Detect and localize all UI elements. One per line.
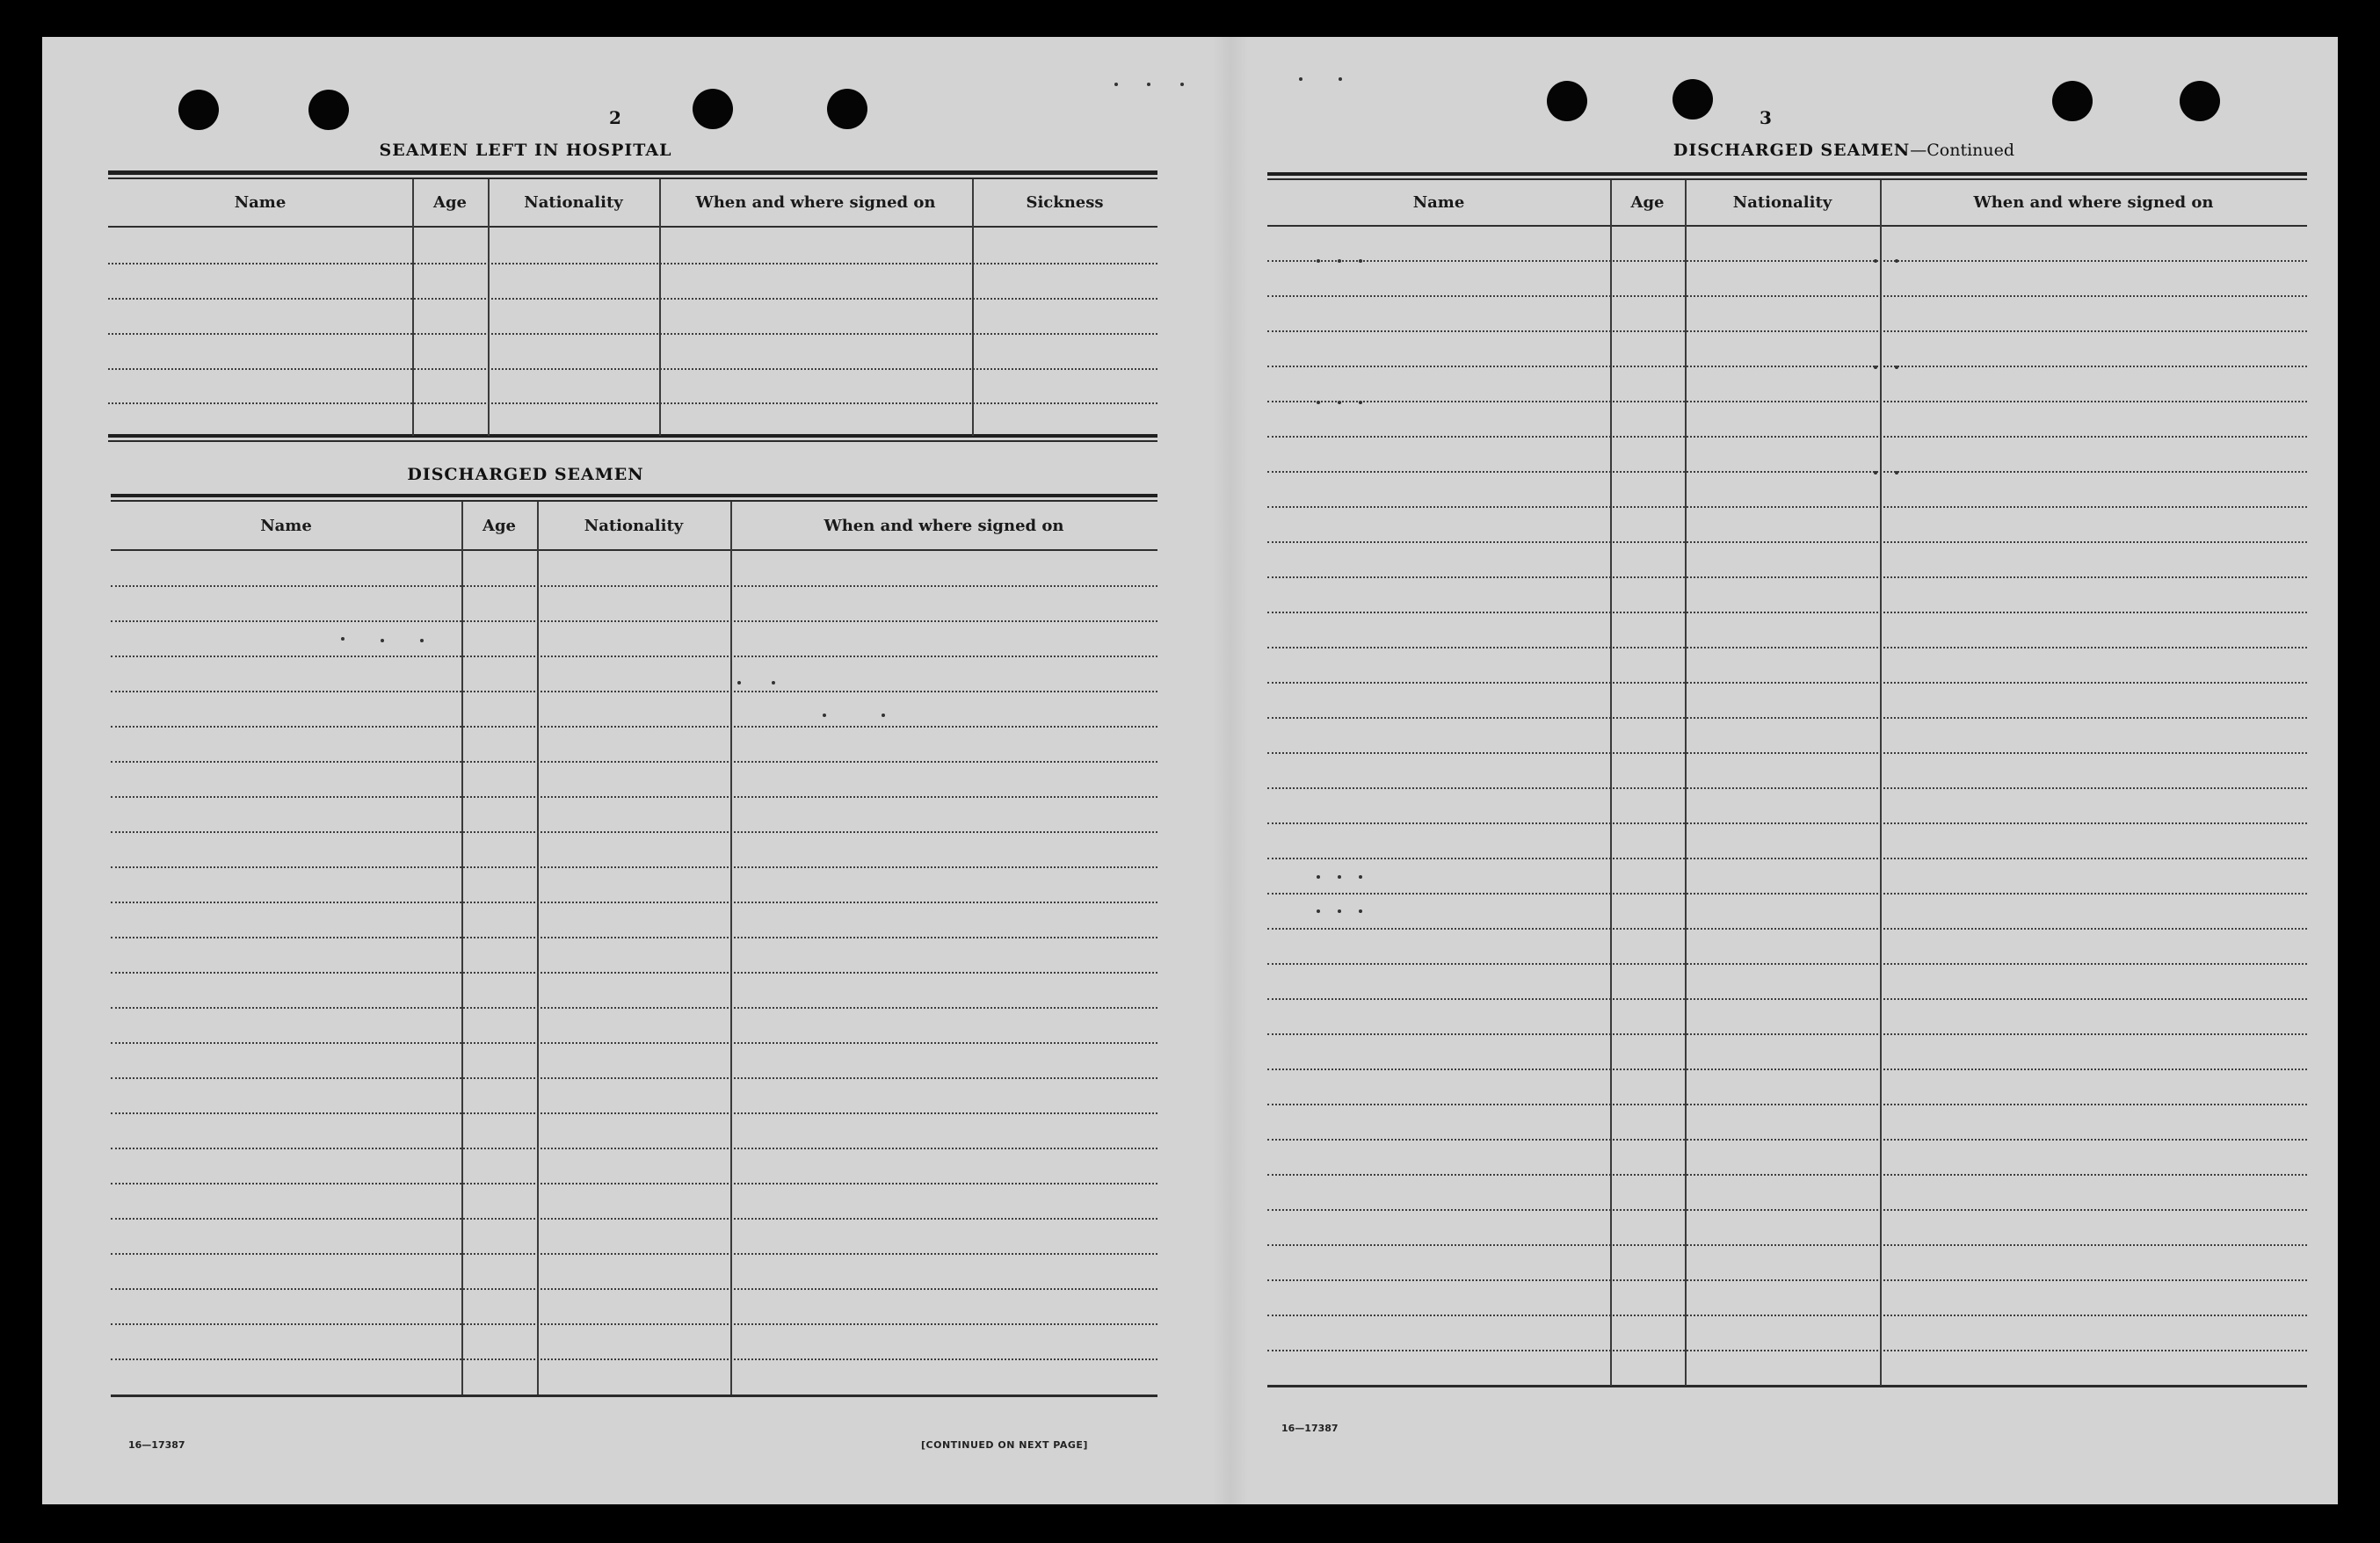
ink-speck [1338,909,1341,913]
col-header-name: Name [1412,193,1465,212]
col-header-when-where: When and where signed on [1973,193,2214,212]
ink-speck [1317,401,1320,404]
ink-speck [341,637,345,641]
punch-hole [2180,81,2220,121]
ink-speck [381,639,384,642]
col-header-name: Name [260,517,312,535]
col-header-when-where: When and where signed on [695,193,936,212]
ink-speck [772,681,775,685]
discharged-table-left [111,494,1157,1478]
ink-speck [1874,259,1877,263]
page-number-right: 3 [1760,107,1772,128]
form-code-left: 16—17387 [128,1439,185,1451]
ink-speck [1317,875,1320,879]
col-header-name: Name [234,193,287,212]
discharged-table-right [1267,172,2307,1464]
punch-hole [178,90,219,130]
ink-speck [1359,401,1362,404]
col-header-age: Age [482,517,516,535]
ink-speck [823,714,826,717]
punch-hole [1547,81,1587,121]
form-code-right: 16—17387 [1281,1423,1339,1434]
ink-speck [1895,259,1898,263]
continued-note: [CONTINUED ON NEXT PAGE] [921,1439,1088,1451]
ink-speck [1338,401,1341,404]
ink-speck [1359,909,1362,913]
ink-speck [1338,875,1341,879]
ink-speck [420,639,424,642]
ink-speck [1147,83,1150,86]
center-fold [1213,37,1248,1504]
hospital-table [108,170,1157,487]
ink-speck [1317,259,1320,263]
ink-speck [1180,83,1184,86]
hospital-section-title: SEAMEN LEFT IN HOSPITAL [379,141,672,160]
col-header-when-where: When and where signed on [824,517,1064,535]
ink-speck [1317,909,1320,913]
col-header-nationality: Nationality [524,193,623,212]
col-header-age: Age [1630,193,1665,212]
col-header-nationality: Nationality [1732,193,1832,212]
ink-speck [1874,471,1877,474]
ink-speck [737,681,741,685]
ink-speck [1299,77,1302,81]
ink-speck [1359,875,1362,879]
punch-hole [308,90,349,130]
page-number-left: 2 [609,107,621,128]
continued-suffix: —Continued [1910,141,2015,160]
scanned-document [42,37,2338,1504]
punch-hole [1673,79,1713,120]
ink-speck [1338,259,1341,263]
ink-speck [1359,259,1362,263]
col-header-sickness: Sickness [1026,193,1104,212]
punch-hole [693,89,733,129]
ink-speck [1895,366,1898,369]
discharged-continued-title [1554,141,2134,160]
col-header-age: Age [432,193,467,212]
discharged-title-text: DISCHARGED SEAMEN [1673,141,1911,160]
ink-speck [1339,77,1342,81]
ink-speck [1114,83,1118,86]
ink-speck [1874,366,1877,369]
ink-speck [1895,471,1898,474]
punch-hole [2052,81,2093,121]
ink-speck [882,714,885,717]
discharged-section-title: DISCHARGED SEAMEN [407,465,644,484]
punch-hole [827,89,867,129]
col-header-nationality: Nationality [584,517,684,535]
